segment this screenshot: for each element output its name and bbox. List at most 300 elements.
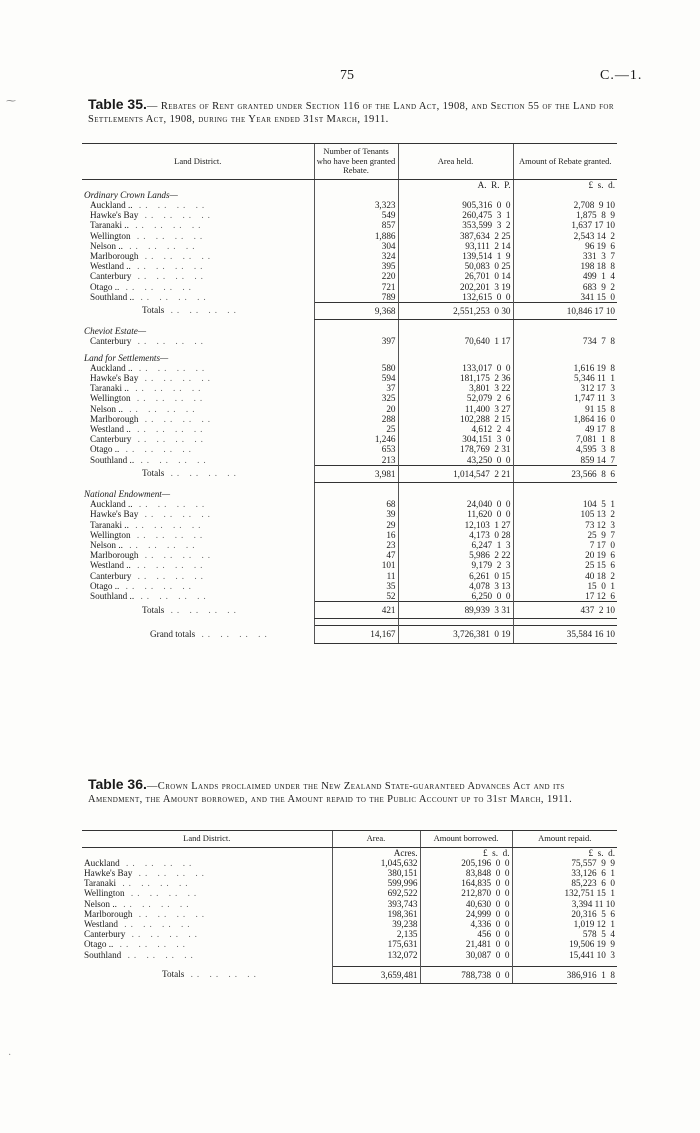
leader-dots: .. .. .. .. [132, 908, 209, 919]
district-name: Southland .. [90, 591, 135, 602]
district-cell [82, 271, 314, 281]
leader-dots: .. .. .. .. [132, 499, 209, 510]
tenants-cell: 721 [314, 282, 398, 292]
tenants-cell: 47 [314, 550, 398, 560]
district-cell [82, 220, 314, 230]
table-35-caption [88, 98, 618, 126]
district-name: Hawke's Bay [90, 210, 139, 221]
district-name: Wellington [84, 888, 125, 899]
column-header-land-district: Land District. [82, 144, 314, 180]
borrowed-cell: 205,196 0 0 [420, 858, 512, 868]
table-row [82, 261, 617, 271]
tenants-cell: 3,323 [314, 200, 398, 210]
district-name: Nelson .. [90, 540, 123, 550]
leader-dots: .. .. .. .. [113, 939, 189, 950]
section-heading: Land for Settlements— [84, 352, 169, 363]
area-cell: 93,111 2 14 [398, 241, 513, 251]
leader-dots: .. .. .. .. [122, 540, 199, 550]
repaid-cell: 3,394 11 10 [512, 899, 617, 909]
leader-dots: .. .. .. .. [164, 468, 240, 479]
table-row [82, 509, 617, 519]
amount-cell: 20 19 6 [513, 550, 617, 560]
area-cell: 178,769 2 31 [398, 444, 513, 454]
column-header-area-held: Area held. [398, 144, 513, 180]
tenants-cell: 580 [314, 363, 398, 373]
area-cell: 39,238 [332, 919, 420, 929]
amount-cell: 1,616 19 8 [513, 363, 617, 373]
table-row [82, 868, 617, 878]
district-name: Otago .. [90, 444, 120, 455]
total-area: 89,939 3 31 [398, 602, 513, 619]
district-cell [82, 540, 314, 550]
table-row [82, 499, 617, 509]
table-row [82, 210, 617, 220]
total-amount: 10,846 17 10 [513, 302, 617, 319]
district-cell [82, 950, 332, 960]
section-heading-row [82, 190, 617, 200]
amount-cell: 1,747 11 3 [513, 393, 617, 403]
table-row [82, 560, 617, 570]
borrowed-cell: 456 0 0 [420, 929, 512, 939]
district-cell [82, 373, 314, 383]
total-area: 1,014,547 2 21 [398, 465, 513, 482]
district-cell [82, 571, 314, 581]
section-heading-row [82, 353, 617, 363]
district-cell [82, 560, 314, 570]
leader-dots: .. .. .. .. [134, 591, 210, 602]
margin-mark: · [8, 1050, 12, 1061]
leader-dots: .. .. .. .. [128, 383, 205, 394]
district-name: Auckland .. [90, 362, 133, 373]
district-cell [82, 591, 314, 602]
area-cell: 9,179 2 3 [398, 560, 513, 570]
total-tenants: 3,981 [314, 465, 398, 482]
spacer-cell [513, 489, 617, 499]
amount-cell: 105 13 2 [513, 509, 617, 519]
area-cell: 1,045,632 [332, 858, 420, 868]
leader-dots: .. .. .. .. [130, 529, 207, 540]
totals-label-cell [82, 302, 314, 319]
spacer-cell [398, 489, 513, 499]
repaid-cell: 33,126 6 1 [512, 868, 617, 878]
leader-dots: .. .. .. .. [130, 393, 207, 404]
total-repaid: 386,916 1 8 [512, 966, 617, 983]
table-row [82, 530, 617, 540]
district-cell [82, 251, 314, 261]
tenants-cell: 39 [314, 509, 398, 519]
table-row [82, 899, 617, 909]
table-row [82, 336, 617, 346]
borrowed-cell: 83,848 0 0 [420, 868, 512, 878]
district-cell [82, 363, 314, 373]
leader-dots: .. .. .. .. [128, 220, 205, 231]
section-heading-row [82, 326, 617, 336]
area-cell: 4,612 2 4 [398, 424, 513, 434]
leader-dots: .. .. .. .. [131, 434, 207, 445]
area-cell: 175,631 [332, 939, 420, 949]
area-cell: 132,615 0 0 [398, 292, 513, 303]
area-cell: 24,040 0 0 [398, 499, 513, 509]
district-cell [82, 414, 314, 424]
leader-dots: .. .. .. .. [124, 888, 201, 899]
page-reference: C.—1. [600, 68, 643, 83]
grand-totals-label-cell [82, 626, 314, 643]
table-row [82, 909, 617, 919]
leader-dots: .. .. .. .. [138, 210, 214, 221]
tenants-cell: 16 [314, 530, 398, 540]
table-row [82, 888, 617, 898]
totals-row [82, 966, 617, 983]
district-cell [82, 404, 314, 414]
table-row [82, 200, 617, 210]
district-cell [82, 424, 314, 434]
section-heading-row [82, 489, 617, 499]
amount-cell: 91 15 8 [513, 404, 617, 414]
borrowed-cell: 24,999 0 0 [420, 909, 512, 919]
district-cell [82, 210, 314, 220]
spacer-cell [398, 619, 513, 626]
area-cell: 43,250 0 0 [398, 455, 513, 466]
district-name: Marlborough [90, 250, 139, 261]
repaid-cell: 20,316 5 6 [512, 909, 617, 919]
amount-cell: 40 18 2 [513, 571, 617, 581]
unit-label: £ s. d. [420, 847, 512, 858]
district-cell [82, 336, 314, 346]
spacer-cell [314, 619, 398, 626]
totals-label-cell [82, 602, 314, 619]
unit-label: £ s. d. [513, 179, 617, 190]
district-name: Hawke's Bay [90, 372, 139, 383]
leader-dots: .. .. .. .. [132, 362, 209, 373]
total-area: 3,659,481 [332, 966, 420, 983]
table-row [82, 520, 617, 530]
area-cell: 12,103 1 27 [398, 520, 513, 530]
table-row [82, 950, 617, 960]
totals-label-cell [82, 966, 332, 983]
tenants-cell: 37 [314, 383, 398, 393]
leader-dots: .. .. .. .. [184, 969, 260, 980]
district-name: Southland .. [90, 454, 135, 465]
amount-cell: 7,081 1 8 [513, 434, 617, 444]
district-cell [82, 383, 314, 393]
district-name: Auckland [84, 857, 120, 868]
table-36-title: —Crown Lands proclaimed under the New Zealand State-guaranteed Advances Act and its Amendment, the Amount borrowed, and the Amount repaid to the Public Account up to 31st March, 1911. [88, 781, 573, 805]
area-cell: 181,175 2 36 [398, 373, 513, 383]
district-name: Marlborough [84, 908, 133, 919]
repaid-cell: 75,557 9 9 [512, 858, 617, 868]
district-cell [82, 581, 314, 591]
area-cell: 905,316 0 0 [398, 200, 513, 210]
repaid-cell: 578 5 4 [512, 929, 617, 939]
district-cell [82, 530, 314, 540]
totals-label: Totals [142, 305, 165, 316]
grand-totals-label: Grand totals [150, 628, 196, 639]
tenants-cell: 325 [314, 393, 398, 403]
unit-label: A. R. P. [398, 179, 513, 190]
spacer-cell [513, 190, 617, 200]
leader-dots: .. .. .. .. [119, 580, 195, 591]
amount-cell: 25 15 6 [513, 560, 617, 570]
amount-cell: 859 14 7 [513, 455, 617, 466]
totals-row [82, 602, 617, 619]
area-cell: 132,072 [332, 950, 420, 960]
spacer-cell [82, 847, 332, 858]
district-cell [82, 241, 314, 251]
spacer-cell [398, 353, 513, 363]
leader-dots: .. .. .. .. [119, 857, 196, 868]
leader-dots: .. .. .. .. [116, 898, 193, 909]
leader-dots: .. .. .. .. [138, 413, 215, 424]
leader-dots: .. .. .. .. [121, 949, 197, 960]
section-heading: Cheviot Estate— [84, 326, 147, 337]
table-row [82, 220, 617, 230]
leader-dots: .. .. .. .. [131, 271, 207, 282]
amount-cell: 499 1 4 [513, 271, 617, 281]
table-row [82, 919, 617, 929]
table-36-number: Table 36. [88, 776, 147, 792]
amount-cell: 96 19 6 [513, 241, 617, 251]
totals-row [82, 465, 617, 482]
spacer-row [82, 619, 617, 626]
borrowed-cell: 4,336 0 0 [420, 919, 512, 929]
leader-dots: .. .. .. .. [138, 250, 215, 261]
section-heading: National Endowment— [84, 488, 171, 499]
table-35-header-row [82, 144, 617, 180]
table-36 [82, 830, 617, 984]
leader-dots: .. .. .. .. [164, 604, 240, 615]
tenants-cell: 29 [314, 520, 398, 530]
leader-dots: .. .. .. .. [122, 240, 199, 251]
grand-totals-row [82, 626, 617, 643]
district-name: Nelson .. [90, 240, 123, 251]
district-cell [82, 888, 332, 898]
column-header-amount-borrowed: Amount borrowed. [420, 831, 512, 848]
table-row [82, 414, 617, 424]
margin-mark: ⁓ [6, 96, 16, 107]
area-cell: 387,634 2 25 [398, 231, 513, 241]
area-cell: 139,514 1 9 [398, 251, 513, 261]
table-35-body [82, 179, 617, 643]
table-row [82, 939, 617, 949]
leader-dots: .. .. .. .. [116, 878, 192, 889]
leader-dots: .. .. .. .. [195, 628, 271, 639]
page-header [0, 68, 700, 84]
amount-cell: 49 17 8 [513, 424, 617, 434]
table-row [82, 292, 617, 303]
leader-dots: .. .. .. .. [117, 918, 194, 929]
column-header-rebate-amount: Amount of Rebate granted. [513, 144, 617, 180]
amount-cell: 2,708 9 10 [513, 200, 617, 210]
tenants-cell: 397 [314, 336, 398, 346]
tenants-cell: 68 [314, 499, 398, 509]
tenants-cell: 857 [314, 220, 398, 230]
tenants-cell: 789 [314, 292, 398, 303]
leader-dots: .. .. .. .. [119, 281, 195, 292]
district-name: Westland .. [90, 423, 131, 434]
units-row [82, 179, 617, 190]
district-name: Otago .. [90, 281, 120, 292]
unit-label: £ s. d. [512, 847, 617, 858]
leader-dots: .. .. .. .. [130, 230, 207, 241]
repaid-cell: 85,223 6 0 [512, 878, 617, 888]
totals-label-cell [82, 465, 314, 482]
unit-label: Acres. [332, 847, 420, 858]
amount-cell: 1,864 16 0 [513, 414, 617, 424]
table-row [82, 282, 617, 292]
district-name: Marlborough [90, 413, 139, 424]
district-name: Southland .. [90, 291, 135, 302]
district-cell [82, 878, 332, 888]
amount-cell: 4,595 3 8 [513, 444, 617, 454]
table-row [82, 404, 617, 414]
totals-label: Totals [142, 604, 165, 615]
district-name: Taranaki [84, 878, 117, 889]
total-amount: 437 2 10 [513, 602, 617, 619]
leader-dots: .. .. .. .. [130, 423, 207, 434]
district-name: Westland [84, 918, 118, 929]
district-name: Wellington [90, 529, 131, 540]
tenants-cell: 25 [314, 424, 398, 434]
district-cell [82, 434, 314, 444]
area-cell: 102,288 2 15 [398, 414, 513, 424]
borrowed-cell: 164,835 0 0 [420, 878, 512, 888]
district-cell [82, 929, 332, 939]
district-cell [82, 261, 314, 271]
district-name: Otago .. [90, 580, 120, 591]
table-row [82, 929, 617, 939]
area-cell: 4,078 3 13 [398, 581, 513, 591]
district-cell [82, 393, 314, 403]
tenants-cell: 220 [314, 271, 398, 281]
table-row [82, 271, 617, 281]
amount-cell: 15 0 1 [513, 581, 617, 591]
amount-cell: 5,346 11 1 [513, 373, 617, 383]
tenants-cell: 653 [314, 444, 398, 454]
area-cell: 4,173 0 28 [398, 530, 513, 540]
leader-dots: .. .. .. .. [134, 454, 210, 465]
district-name: Wellington [90, 393, 131, 404]
leader-dots: .. .. .. .. [132, 867, 208, 878]
table-row [82, 444, 617, 454]
section-heading: Ordinary Crown Lands— [84, 189, 178, 200]
table-36-body [82, 847, 617, 983]
amount-cell: 7 17 0 [513, 540, 617, 550]
area-cell: 11,620 0 0 [398, 509, 513, 519]
area-cell: 353,599 3 2 [398, 220, 513, 230]
district-name: Hawke's Bay [90, 509, 139, 520]
tenants-cell: 1,886 [314, 231, 398, 241]
amount-cell: 25 9 7 [513, 530, 617, 540]
amount-cell: 312 17 3 [513, 383, 617, 393]
district-name: Canterbury [90, 271, 132, 282]
column-header-land-district: Land District. [82, 831, 332, 848]
table-row [82, 393, 617, 403]
district-cell [82, 282, 314, 292]
total-borrowed: 788,738 0 0 [420, 966, 512, 983]
spacer-cell [513, 326, 617, 336]
tenants-cell: 395 [314, 261, 398, 271]
amount-cell: 104 5 1 [513, 499, 617, 509]
leader-dots: .. .. .. .. [138, 550, 215, 561]
spacer-cell [314, 489, 398, 499]
tenants-cell: 35 [314, 581, 398, 591]
district-name: Canterbury [90, 570, 132, 581]
table-row [82, 540, 617, 550]
spacer-cell [398, 190, 513, 200]
table-row [82, 363, 617, 373]
table-row [82, 455, 617, 466]
tenants-cell: 1,246 [314, 434, 398, 444]
leader-dots: .. .. .. .. [130, 261, 207, 272]
table-35-number: Table 35. [88, 96, 147, 112]
total-tenants: 9,368 [314, 302, 398, 319]
table-row [82, 373, 617, 383]
repaid-cell: 15,441 10 3 [512, 950, 617, 960]
area-cell: 26,701 0 14 [398, 271, 513, 281]
district-cell [82, 919, 332, 929]
leader-dots: .. .. .. .. [130, 560, 207, 571]
district-name: Taranaki .. [90, 519, 129, 530]
area-cell: 11,400 3 27 [398, 404, 513, 414]
district-cell [82, 939, 332, 949]
area-cell: 6,261 0 15 [398, 571, 513, 581]
district-cell [82, 899, 332, 909]
area-cell: 380,151 [332, 868, 420, 878]
totals-row [82, 302, 617, 319]
borrowed-cell: 212,870 0 0 [420, 888, 512, 898]
table-row [82, 571, 617, 581]
area-cell: 599,996 [332, 878, 420, 888]
district-cell [82, 909, 332, 919]
area-cell: 6,247 1 3 [398, 540, 513, 550]
total-area: 2,551,253 0 30 [398, 302, 513, 319]
total-amount: 23,566 8 6 [513, 465, 617, 482]
district-cell [82, 231, 314, 241]
grand-total-tenants: 14,167 [314, 626, 398, 643]
area-cell: 5,986 2 22 [398, 550, 513, 560]
spacer-cell [314, 179, 398, 190]
table-35 [82, 143, 617, 644]
borrowed-cell: 30,087 0 0 [420, 950, 512, 960]
amount-cell: 17 12 6 [513, 591, 617, 602]
district-cell [82, 858, 332, 868]
district-name: Westland .. [90, 261, 131, 272]
district-name: Southland [84, 949, 122, 960]
leader-dots: .. .. .. .. [132, 199, 209, 210]
tenants-cell: 20 [314, 404, 398, 414]
district-name: Canterbury [90, 434, 132, 445]
district-cell [82, 200, 314, 210]
borrowed-cell: 21,481 0 0 [420, 939, 512, 949]
table-35-title: — Rebates of Rent granted under Section 116 of the Land Act, 1908, and Section 55 of the Land for Settlements Act, 1908, during the Year ended 31st March, 1911. [88, 101, 614, 125]
leader-dots: .. .. .. .. [119, 444, 195, 455]
tenants-cell: 23 [314, 540, 398, 550]
table-row [82, 434, 617, 444]
leader-dots: .. .. .. .. [134, 291, 210, 302]
area-cell: 6,250 0 0 [398, 591, 513, 602]
tenants-cell: 101 [314, 560, 398, 570]
district-name: Auckland .. [90, 199, 133, 210]
spacer-cell [314, 326, 398, 336]
amount-cell: 2,543 14 2 [513, 231, 617, 241]
amount-cell: 734 7 8 [513, 336, 617, 346]
table-row [82, 424, 617, 434]
amount-cell: 1,875 8 9 [513, 210, 617, 220]
district-cell [82, 455, 314, 466]
table-36-caption [88, 778, 618, 806]
column-header-area: Area. [332, 831, 420, 848]
district-name: Canterbury [90, 336, 132, 347]
